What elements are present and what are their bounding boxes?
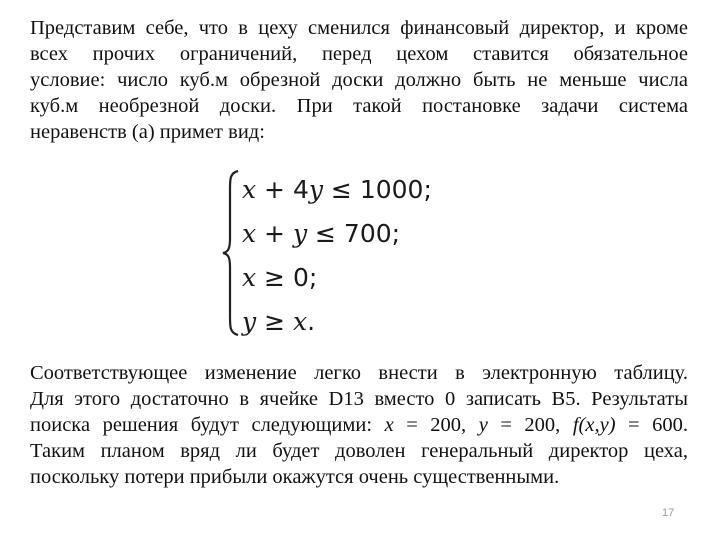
page-number: 17: [662, 507, 675, 519]
text-line: Для этого достаточно в ячейке D13 вместо 0 записать B5. Результаты: [30, 388, 688, 410]
inequality-3: x ≥ 0;: [242, 263, 318, 292]
intro-paragraph: [30, 15, 688, 145]
text-line: всех прочих ограничений, перед цехом ставится обязательное: [30, 43, 688, 65]
result-paragraph: [30, 360, 688, 490]
text-line: куб.м необрезной доски. При такой постановке задачи система: [30, 95, 688, 117]
text-line: Таким планом вряд ли будет доволен генеральный директор цеха,: [30, 440, 688, 462]
text-line: поиска решения будут следующими: x = 200, y = 200, f(x,y) = 600.: [30, 414, 689, 436]
inequality-4: y ≥ x.: [242, 307, 316, 336]
text-line: Соответствующее изменение легко внести в электронную таблицу.: [30, 362, 688, 384]
text-line: Представим себе, что в цеху сменился финансовый директор, и кроме: [30, 17, 688, 39]
text-line: поскольку потери прибыли окажутся очень существенными.: [30, 466, 560, 488]
curly-brace-icon: [220, 169, 242, 337]
inequality-1: x + 4y ≤ 1000;: [242, 175, 432, 204]
text-line: неравенств (а) примет вид:: [30, 121, 265, 143]
inequality-system-image: [178, 163, 450, 343]
inequality-2: x + y ≤ 700;: [242, 219, 401, 248]
text-line: условие: число куб.м обрезной доски должно быть не меньше числа: [30, 69, 688, 91]
